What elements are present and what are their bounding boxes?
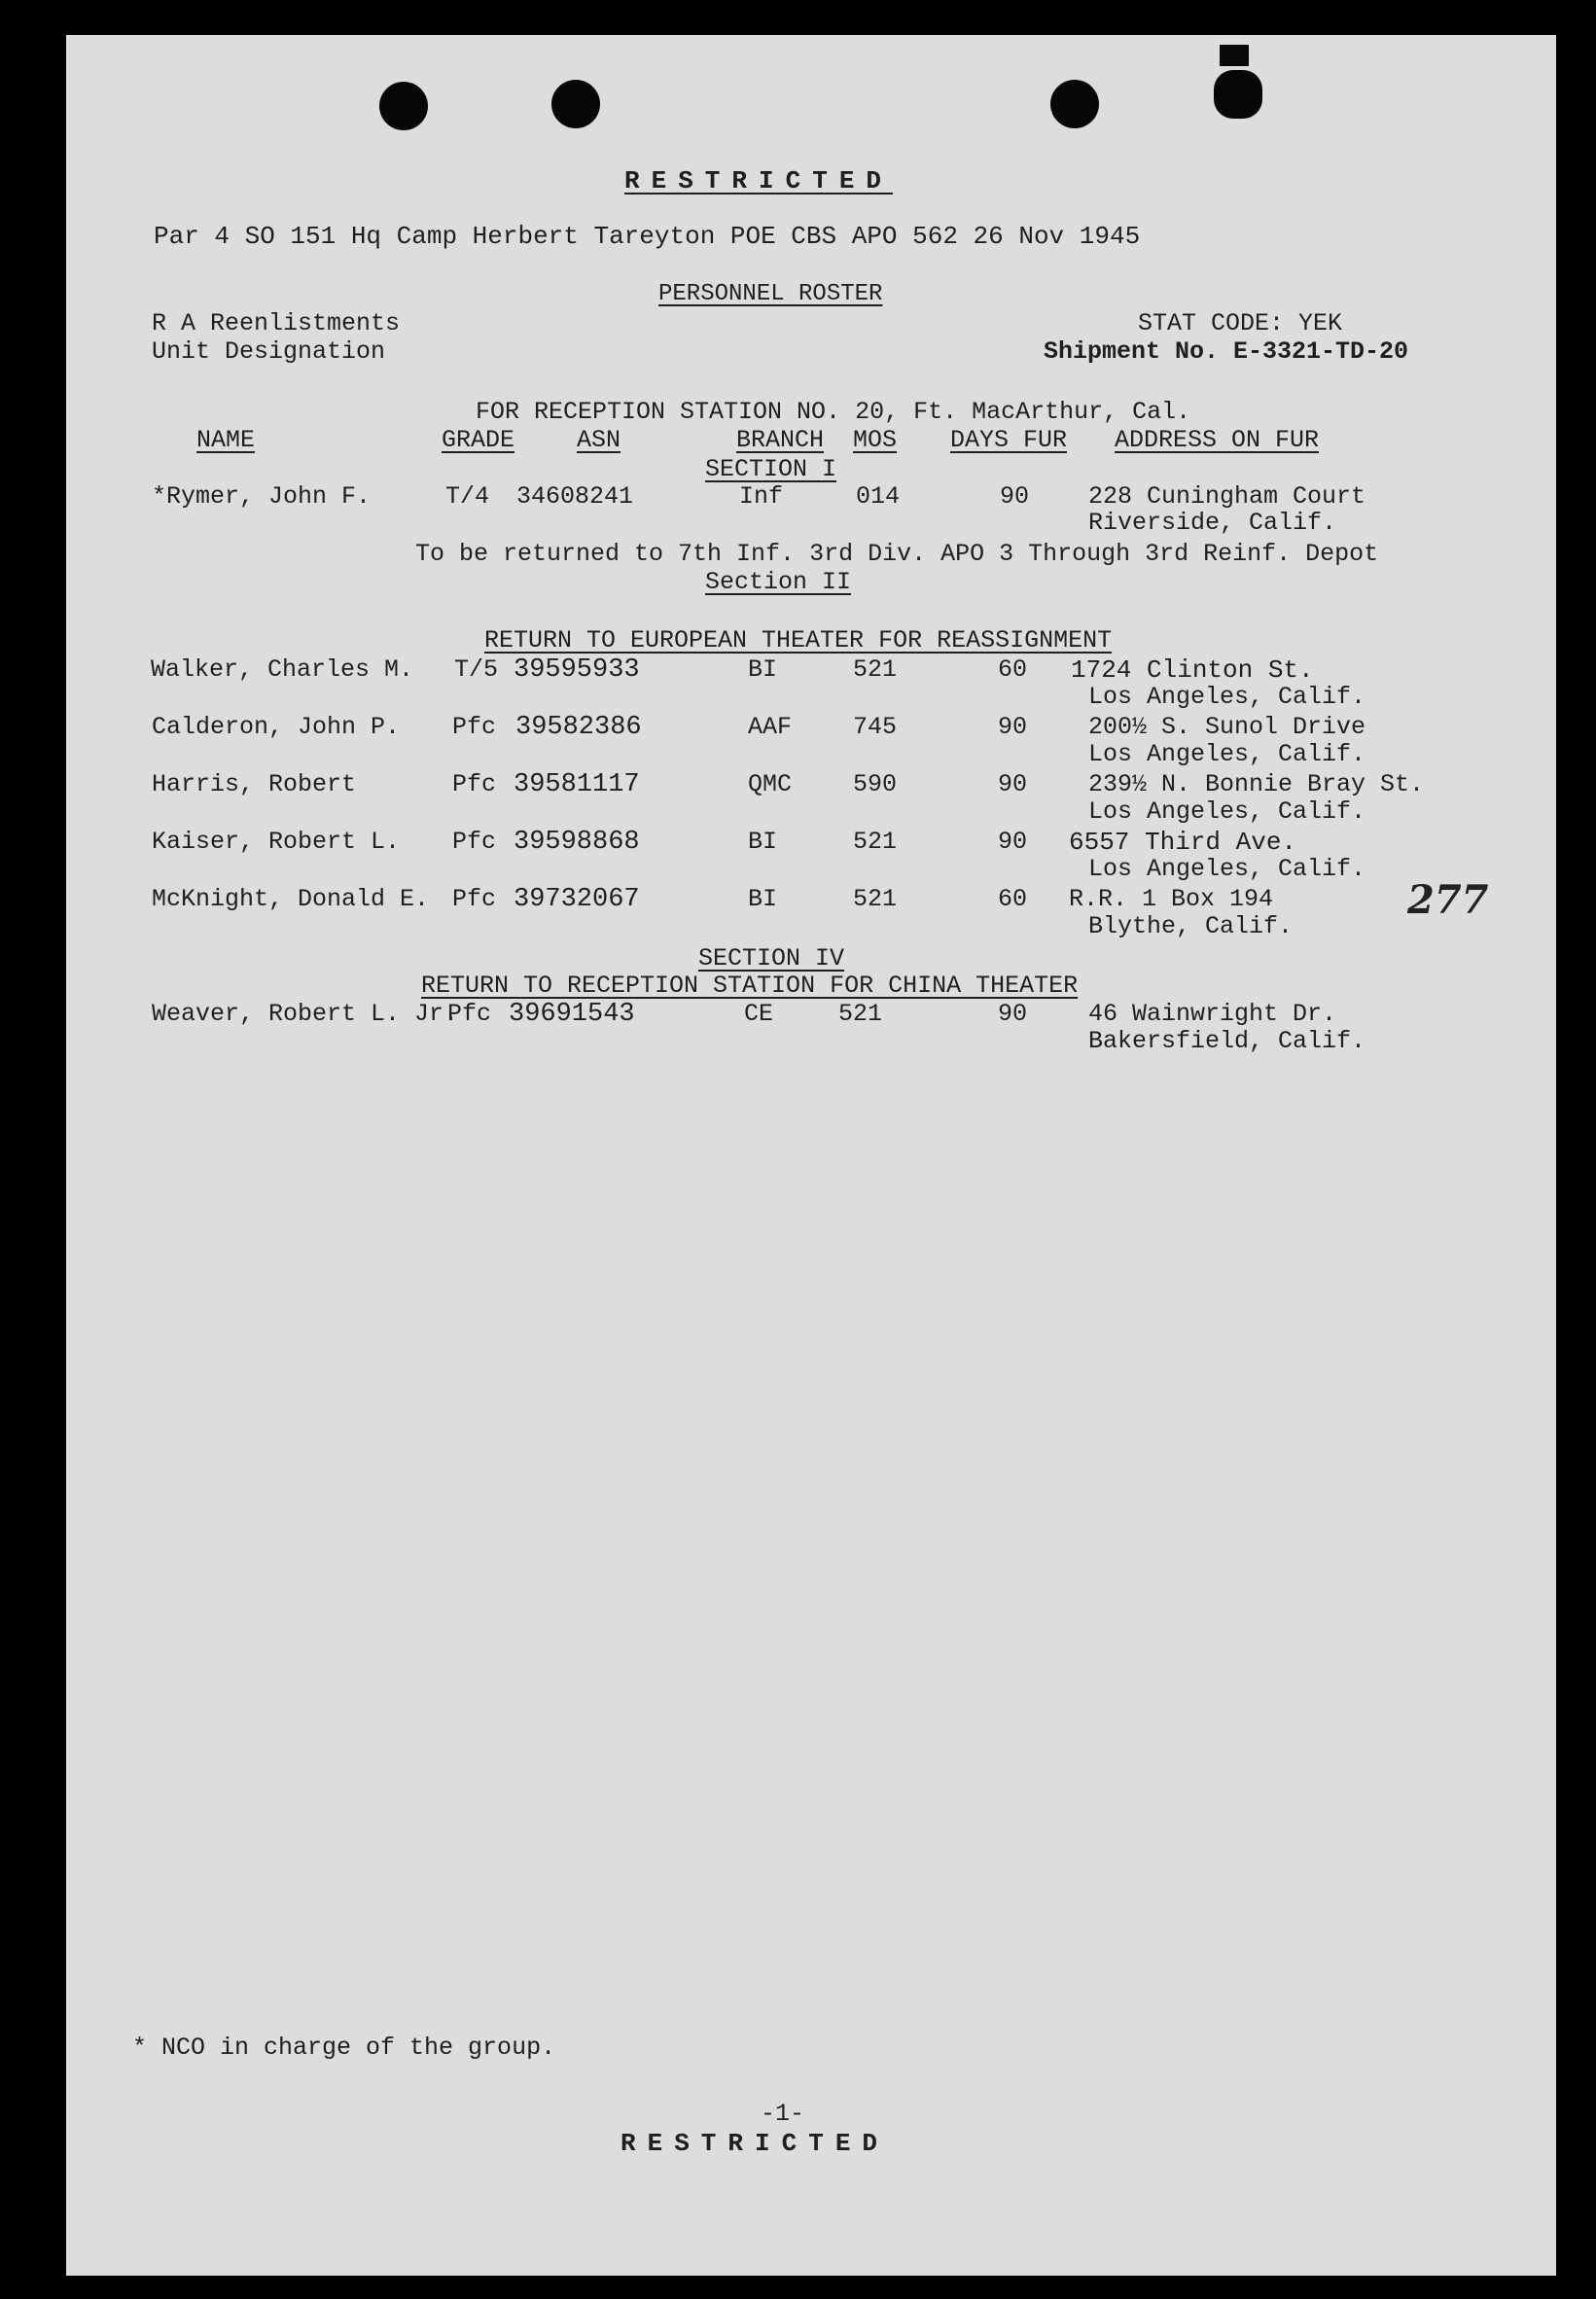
column-header-mos: MOS — [853, 426, 898, 454]
roster-days: 90 — [1000, 482, 1030, 511]
section-note: To be returned to 7th Inf. 3rd Div. APO 3 Through 3rd Reinf. Depot — [415, 540, 1379, 568]
tab-mark — [1220, 45, 1249, 66]
roster-name: Kaiser, Robert L. — [152, 828, 401, 856]
roster-branch: BI — [748, 885, 778, 913]
roster-address-line2: Los Angeles, Calif. — [1088, 740, 1366, 768]
roster-mos: 521 — [853, 828, 898, 856]
roster-grade: T/5 — [454, 655, 499, 684]
roster-mos: 521 — [838, 1000, 883, 1028]
roster-address-line2: Los Angeles, Calif. — [1088, 797, 1366, 826]
header-left-line1: R A Reenlistments — [152, 309, 401, 337]
column-header-name: NAME — [196, 426, 256, 454]
roster-mos: 590 — [853, 770, 898, 798]
roster-asn: 39595933 — [514, 655, 640, 685]
column-header-grade: GRADE — [442, 426, 515, 454]
roster-asn: 39691543 — [509, 1000, 635, 1029]
roster-address-line2: Los Angeles, Calif. — [1088, 683, 1366, 711]
section-heading: SECTION IV — [698, 944, 845, 973]
roster-title: PERSONNEL ROSTER — [658, 281, 883, 307]
column-header-days-fur: DAYS FUR — [950, 426, 1068, 454]
roster-grade: Pfc — [452, 828, 497, 856]
roster-address-line2: Bakersfield, Calif. — [1088, 1027, 1366, 1055]
roster-branch: QMC — [748, 770, 793, 798]
roster-address-line1: R.R. 1 Box 194 — [1069, 885, 1274, 913]
roster-days: 90 — [998, 1000, 1028, 1028]
roster-mos: 521 — [853, 655, 898, 684]
roster-days: 90 — [998, 713, 1028, 741]
roster-address-line1: 6557 Third Ave. — [1069, 828, 1297, 857]
roster-grade: Pfc — [452, 770, 497, 798]
roster-name: *Rymer, John F. — [152, 482, 372, 511]
column-header-asn: ASN — [577, 426, 621, 454]
roster-address-line2: Los Angeles, Calif. — [1088, 855, 1366, 883]
roster-branch: Inf — [739, 482, 784, 511]
roster-days: 90 — [998, 828, 1028, 856]
classification-bottom: RESTRICTED — [621, 2129, 890, 2158]
roster-mos: 014 — [856, 482, 901, 511]
roster-mos: 745 — [853, 713, 898, 741]
roster-branch: BI — [748, 828, 778, 856]
section-subheading: RETURN TO EUROPEAN THEATER FOR REASSIGNMENT — [484, 626, 1113, 654]
order-line: Par 4 SO 151 Hq Camp Herbert Tareyton POE CBS APO 562 26 Nov 1945 — [154, 222, 1141, 251]
stat-code: STAT CODE: YEK — [1138, 309, 1343, 337]
header-left-line2: Unit Designation — [152, 337, 386, 366]
roster-asn: 39582386 — [515, 713, 642, 742]
column-header-branch: BRANCH — [736, 426, 825, 454]
roster-address-line1: 46 Wainwright Dr. — [1088, 1000, 1337, 1028]
roster-grade: Pfc — [452, 713, 497, 741]
footnote: * NCO in charge of the group. — [132, 2034, 556, 2062]
roster-name: McKnight, Donald E. — [152, 885, 430, 913]
roster-branch: AAF — [748, 713, 793, 741]
roster-branch: CE — [744, 1000, 774, 1028]
roster-name: Weaver, Robert L. Jr. — [152, 1000, 459, 1028]
roster-grade: T/4 — [445, 482, 490, 511]
column-header-address: ADDRESS ON FUR — [1115, 426, 1320, 454]
roster-name: Calderon, John P. — [152, 713, 401, 741]
roster-branch: BI — [748, 655, 778, 684]
roster-days: 60 — [998, 655, 1028, 684]
roster-days: 90 — [998, 770, 1028, 798]
punch-hole — [379, 82, 428, 130]
roster-name: Walker, Charles M. — [151, 655, 414, 684]
punch-hole — [1214, 70, 1262, 119]
roster-mos: 521 — [853, 885, 898, 913]
roster-asn: 39581117 — [514, 770, 640, 799]
punch-hole — [1050, 80, 1099, 128]
roster-grade: Pfc — [452, 885, 497, 913]
roster-grade: Pfc — [447, 1000, 492, 1028]
roster-address-line1: 200½ S. Sunol Drive — [1088, 713, 1366, 741]
roster-asn: 39598868 — [514, 828, 640, 857]
folio-number: 277 — [1407, 877, 1489, 923]
roster-address-line2: Riverside, Calif. — [1088, 509, 1337, 537]
page-number: -1- — [761, 2100, 805, 2128]
shipment-number: Shipment No. E-3321-TD-20 — [1044, 337, 1409, 366]
section-subheading: RETURN TO RECEPTION STATION FOR CHINA THEATER — [421, 972, 1079, 1000]
roster-address-line2: Blythe, Calif. — [1088, 912, 1294, 940]
classification-top: RESTRICTED — [624, 166, 894, 195]
roster-address-line1: 239½ N. Bonnie Bray St. — [1088, 770, 1425, 798]
roster-asn: 39732067 — [514, 885, 640, 914]
document-page — [66, 35, 1556, 2276]
roster-asn: 34608241 — [516, 482, 634, 511]
section-heading: Section II — [705, 568, 852, 596]
roster-address-line1: 228 Cuningham Court — [1088, 482, 1366, 511]
roster-name: Harris, Robert — [152, 770, 357, 798]
roster-address-line1: 1724 Clinton St. — [1071, 655, 1314, 685]
section-heading: SECTION I — [705, 455, 837, 483]
roster-days: 60 — [998, 885, 1028, 913]
punch-hole — [551, 80, 600, 128]
reception-station-line: FOR RECEPTION STATION NO. 20, Ft. MacArthur, Cal. — [476, 398, 1191, 426]
